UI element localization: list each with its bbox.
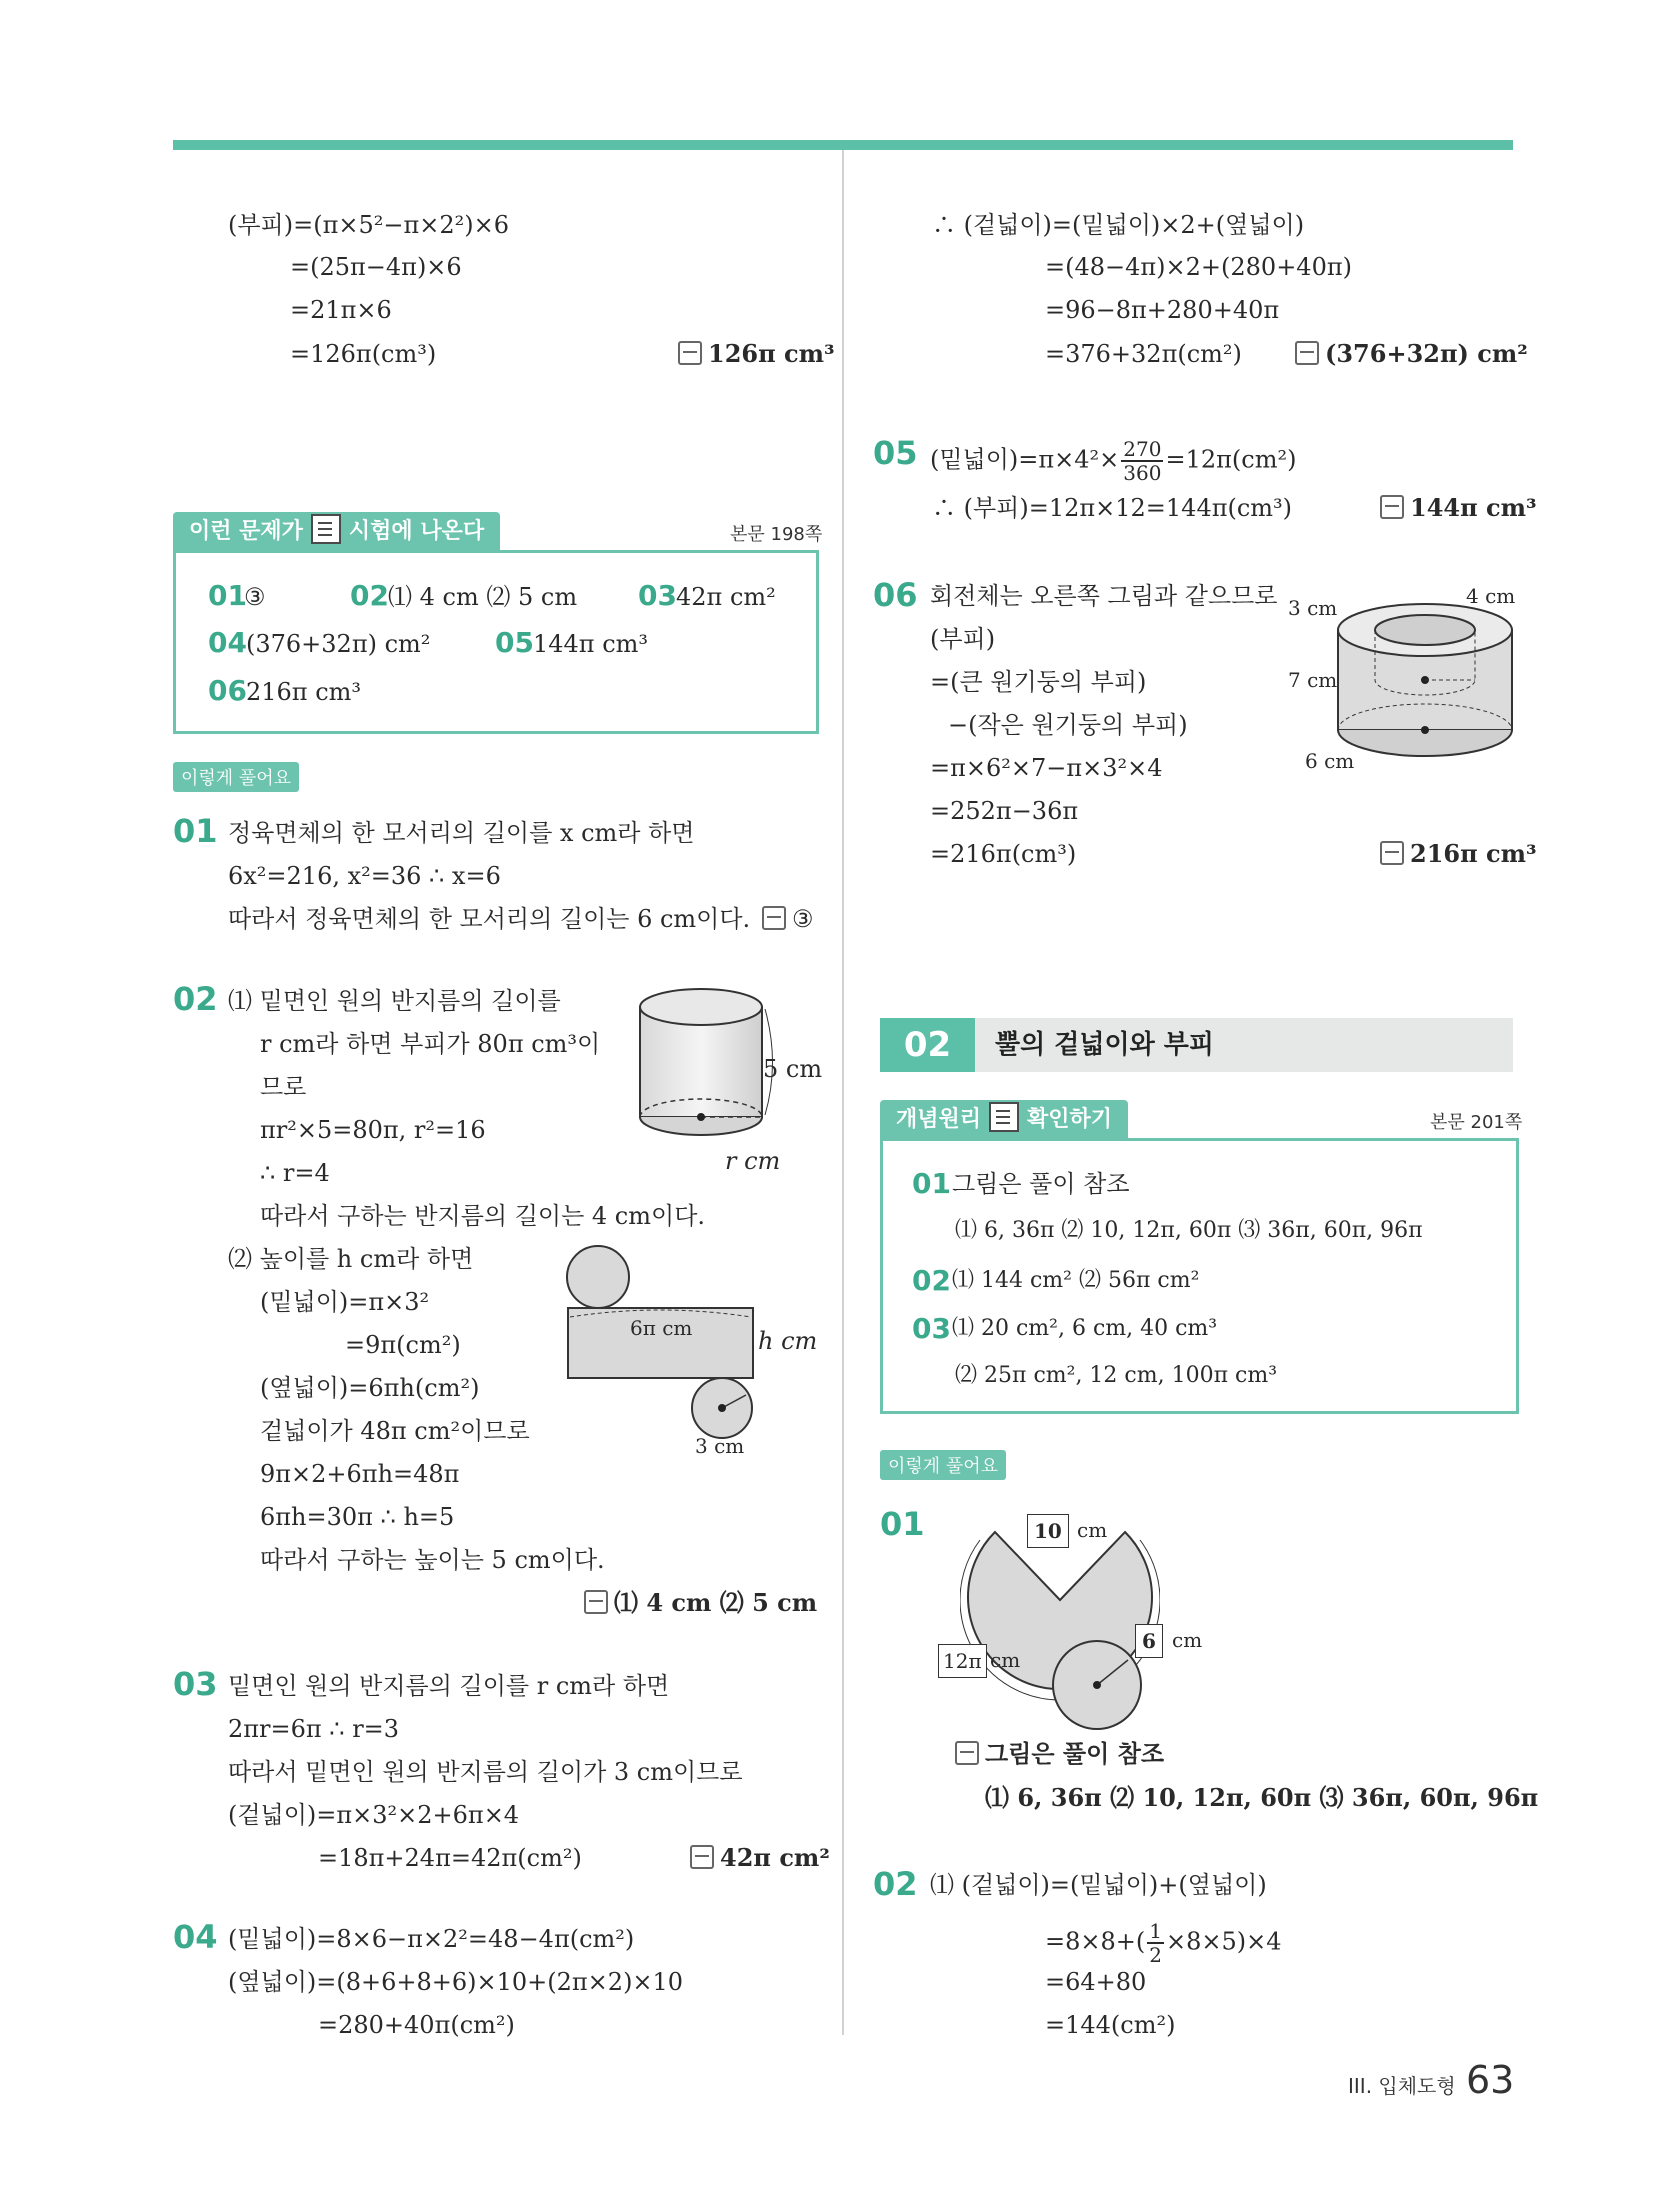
p02-line: 6πh=30π ∴ h=5 (260, 1503, 455, 1531)
fig-h-label: h cm (758, 1327, 818, 1355)
p01-line: 6x²=216, x²=36 ∴ x=6 (228, 862, 501, 890)
box-answer: 42π cm² (676, 583, 776, 611)
section-title: 뿔의 겉넓이와 부피 (995, 1030, 1215, 1060)
answer-icon (762, 906, 786, 930)
box-num: 03 (912, 1312, 951, 1345)
cont-answer: 126π cm³ (678, 338, 835, 370)
s01-answer-1: 그림은 풀이 참조 (955, 1738, 1164, 1770)
box-num: 05 (495, 626, 534, 659)
box-num: 03 (638, 579, 677, 612)
box-line: ⑴ 144 cm² ⑵ 56π cm² (952, 1268, 1200, 1293)
problem-number: 03 (173, 1665, 218, 1703)
rcont-line-1: ∴ (겉넓이)=(밑넓이)×2+(옆넓이) (932, 211, 1305, 239)
p03-line: 2πr=6π ∴ r=3 (228, 1715, 400, 1743)
p02-answer: ⑴ 4 cm ⑵ 5 cm (584, 1587, 817, 1619)
top-rule (173, 140, 1513, 150)
cont-line-3: =21π×6 (290, 296, 392, 324)
fig-unit-a: cm (1077, 1518, 1108, 1542)
problem-number: 02 (173, 980, 218, 1018)
p02-line: (옆넓이)=6πh(cm²) (260, 1374, 480, 1402)
footer-chapter: III. 입체도형 (1348, 2074, 1456, 2098)
solution-tag: 이렇게 풀어요 (173, 762, 299, 792)
p02-line: =9π(cm²) (345, 1331, 461, 1359)
fig-label-d: 6 cm (1305, 749, 1355, 773)
box-line: ⑵ 25π cm², 12 cm, 100π cm³ (955, 1363, 1278, 1388)
box-num: 01 (912, 1167, 951, 1200)
section-number: 02 (880, 1018, 975, 1072)
p03-line: (겉넓이)=π×3²×2+6π×4 (228, 1801, 520, 1829)
problem-number: 04 (173, 1918, 218, 1956)
concept-box-ref: 본문 201쪽 (1430, 1112, 1523, 1133)
problem-number: 02 (873, 1865, 918, 1903)
p03-line: 따라서 밑면인 원의 반지름의 길이가 3 cm이므로 (228, 1758, 743, 1786)
notebook-icon (989, 1102, 1019, 1132)
fig-label-c: 7 cm (1288, 668, 1338, 692)
cont-line-1: (부피)=(π×5²−π×2²)×6 (228, 211, 509, 239)
p06-line: =252π−36π (930, 797, 1079, 825)
exam-box-header: 이런 문제가 시험에 나온다 (173, 512, 500, 552)
notebook-icon (311, 514, 341, 544)
box-num: 06 (208, 674, 247, 707)
answer-icon (678, 341, 702, 365)
fig-label-b: 12π (938, 1644, 987, 1678)
p02-line: ⑴ 밑면인 원의 반지름의 길이를 (228, 987, 561, 1015)
p04-line: (옆넓이)=(8+6+8+6)×10+(2π×2)×10 (228, 1968, 684, 1996)
rcont-answer: (376+32π) cm² (1295, 338, 1528, 370)
p02-line: πr²×5=80π, r²=16 (260, 1116, 486, 1144)
s02-line-4: =144(cm²) (1045, 2011, 1176, 2039)
p02-line: 9π×2+6πh=48π (260, 1460, 460, 1488)
solution-tag: 이렇게 풀어요 (880, 1450, 1006, 1480)
fig-width-label: 6π cm (630, 1312, 692, 1344)
fig-label-b: 4 cm (1466, 584, 1516, 608)
s02-line-1: ⑴ (겉넓이)=(밑넓이)+(옆넓이) (930, 1871, 1267, 1899)
p01-answer: ③ (762, 903, 814, 935)
p04-line: =280+40π(cm²) (318, 2011, 515, 2039)
answer-icon (690, 1845, 714, 1869)
page-number: 63 (1466, 2058, 1515, 2102)
fraction: $\frac{270}{360}$ (1123, 437, 1162, 485)
problem-number: 01 (880, 1505, 925, 1543)
fig-radius-label: r cm (725, 1147, 781, 1175)
p06-line: (부피) (930, 625, 996, 653)
hollow-cylinder-figure (1330, 600, 1520, 760)
p03-line: 밑면인 원의 반지름의 길이를 r cm라 하면 (228, 1672, 670, 1700)
answer-icon (1380, 495, 1404, 519)
s01-answer-2: ⑴ 6, 36π ⑵ 10, 12π, 60π ⑶ 36π, 60π, 96π (985, 1783, 1539, 1812)
p02-line: r cm라 하면 부피가 80π cm³이 (260, 1030, 601, 1058)
box-num: 01 (208, 579, 247, 612)
p02-line: 므로 (260, 1073, 307, 1101)
cylinder-net-figure (562, 1245, 772, 1455)
p04-line: (밑넓이)=8×6−π×2²=48−4π(cm²) (228, 1925, 635, 1953)
fig-r-label: 3 cm (695, 1434, 745, 1458)
p02-line: (밑넓이)=π×3² (260, 1288, 430, 1316)
p06-line: =(큰 원기둥의 부피) (930, 668, 1147, 696)
box-line: ⑴ 6, 36π ⑵ 10, 12π, 60π ⑶ 36π, 60π, 96π (955, 1218, 1423, 1243)
box-answer: 216π cm³ (246, 678, 362, 706)
p01-line: 따라서 정육면체의 한 모서리의 길이는 6 cm이다. (228, 905, 751, 933)
p05-line-2: ∴ (부피)=12π×12=144π(cm³) (932, 494, 1293, 522)
fig-label-c: 6 (1135, 1624, 1163, 1658)
problem-number: 06 (873, 576, 918, 614)
problem-number: 05 (873, 434, 918, 472)
fig-label-a: 3 cm (1288, 596, 1338, 620)
fig-label-a: 10 (1027, 1514, 1069, 1548)
answer-icon (584, 1590, 608, 1614)
column-divider (842, 150, 844, 2035)
p05-line-1: (밑넓이)=π×4²× $\frac{270}{360}$ =12π(cm²) (930, 437, 1297, 485)
s02-line-2: =8×8+( $\frac{1}{2}$ ×8×5)×4 (1045, 1919, 1282, 1967)
concept-box-header: 개념원리 확인하기 (880, 1100, 1128, 1140)
rcont-line-2: =(48−4π)×2+(280+40π) (1045, 253, 1352, 281)
answer-icon (955, 1741, 979, 1765)
box-answer: 144π cm³ (533, 630, 649, 658)
p02-line: ⑵ 높이를 h cm라 하면 (228, 1245, 474, 1273)
p02-line: 따라서 구하는 높이는 5 cm이다. (260, 1546, 605, 1574)
box-line: 그림은 풀이 참조 (952, 1170, 1130, 1198)
exam-box-ref: 본문 198쪽 (730, 524, 823, 545)
rcont-line-3: =96−8π+280+40π (1045, 296, 1280, 324)
box-num: 04 (208, 626, 247, 659)
answer-icon (1295, 341, 1319, 365)
box-num: 02 (350, 579, 389, 612)
answer-icon (1380, 841, 1404, 865)
p02-line: 겉넓이가 48π cm²이므로 (260, 1417, 530, 1445)
p03-answer: 42π cm² (690, 1842, 830, 1874)
box-answer: (376+32π) cm² (246, 630, 431, 658)
box-line: ⑴ 20 cm², 6 cm, 40 cm³ (952, 1316, 1218, 1341)
cont-line-2: =(25π−4π)×6 (290, 253, 462, 281)
p06-line: =π×6²×7−π×3²×4 (930, 754, 1163, 782)
p05-answer: 144π cm³ (1380, 492, 1537, 524)
p06-line: 회전체는 오른쪽 그림과 같으므로 (930, 582, 1278, 610)
fraction: $\frac{1}{2}$ (1149, 1919, 1162, 1967)
p06-line: =216π(cm³) (930, 840, 1077, 868)
p01-line: 정육면체의 한 모서리의 길이를 x cm라 하면 (228, 819, 695, 847)
rcont-line-4: =376+32π(cm²) (1045, 340, 1242, 368)
fig-height-label: 5 cm (763, 1055, 823, 1083)
fig-unit-c: cm (1172, 1628, 1203, 1652)
p06-line: −(작은 원기둥의 부피) (948, 711, 1188, 739)
p06-answer: 216π cm³ (1380, 838, 1537, 870)
p02-line: ∴ r=4 (260, 1159, 330, 1187)
p02-line: 따라서 구하는 반지름의 길이는 4 cm이다. (260, 1202, 706, 1230)
box-answer: ③ (244, 583, 266, 611)
fig-unit-b: cm (990, 1648, 1021, 1672)
problem-number: 01 (173, 812, 218, 850)
box-num: 02 (912, 1264, 951, 1297)
box-answer: ⑴ 4 cm ⑵ 5 cm (388, 583, 578, 611)
s02-line-3: =64+80 (1045, 1968, 1147, 1996)
cont-line-4: =126π(cm³) (290, 340, 437, 368)
p03-line: =18π+24π=42π(cm²) (318, 1844, 582, 1872)
